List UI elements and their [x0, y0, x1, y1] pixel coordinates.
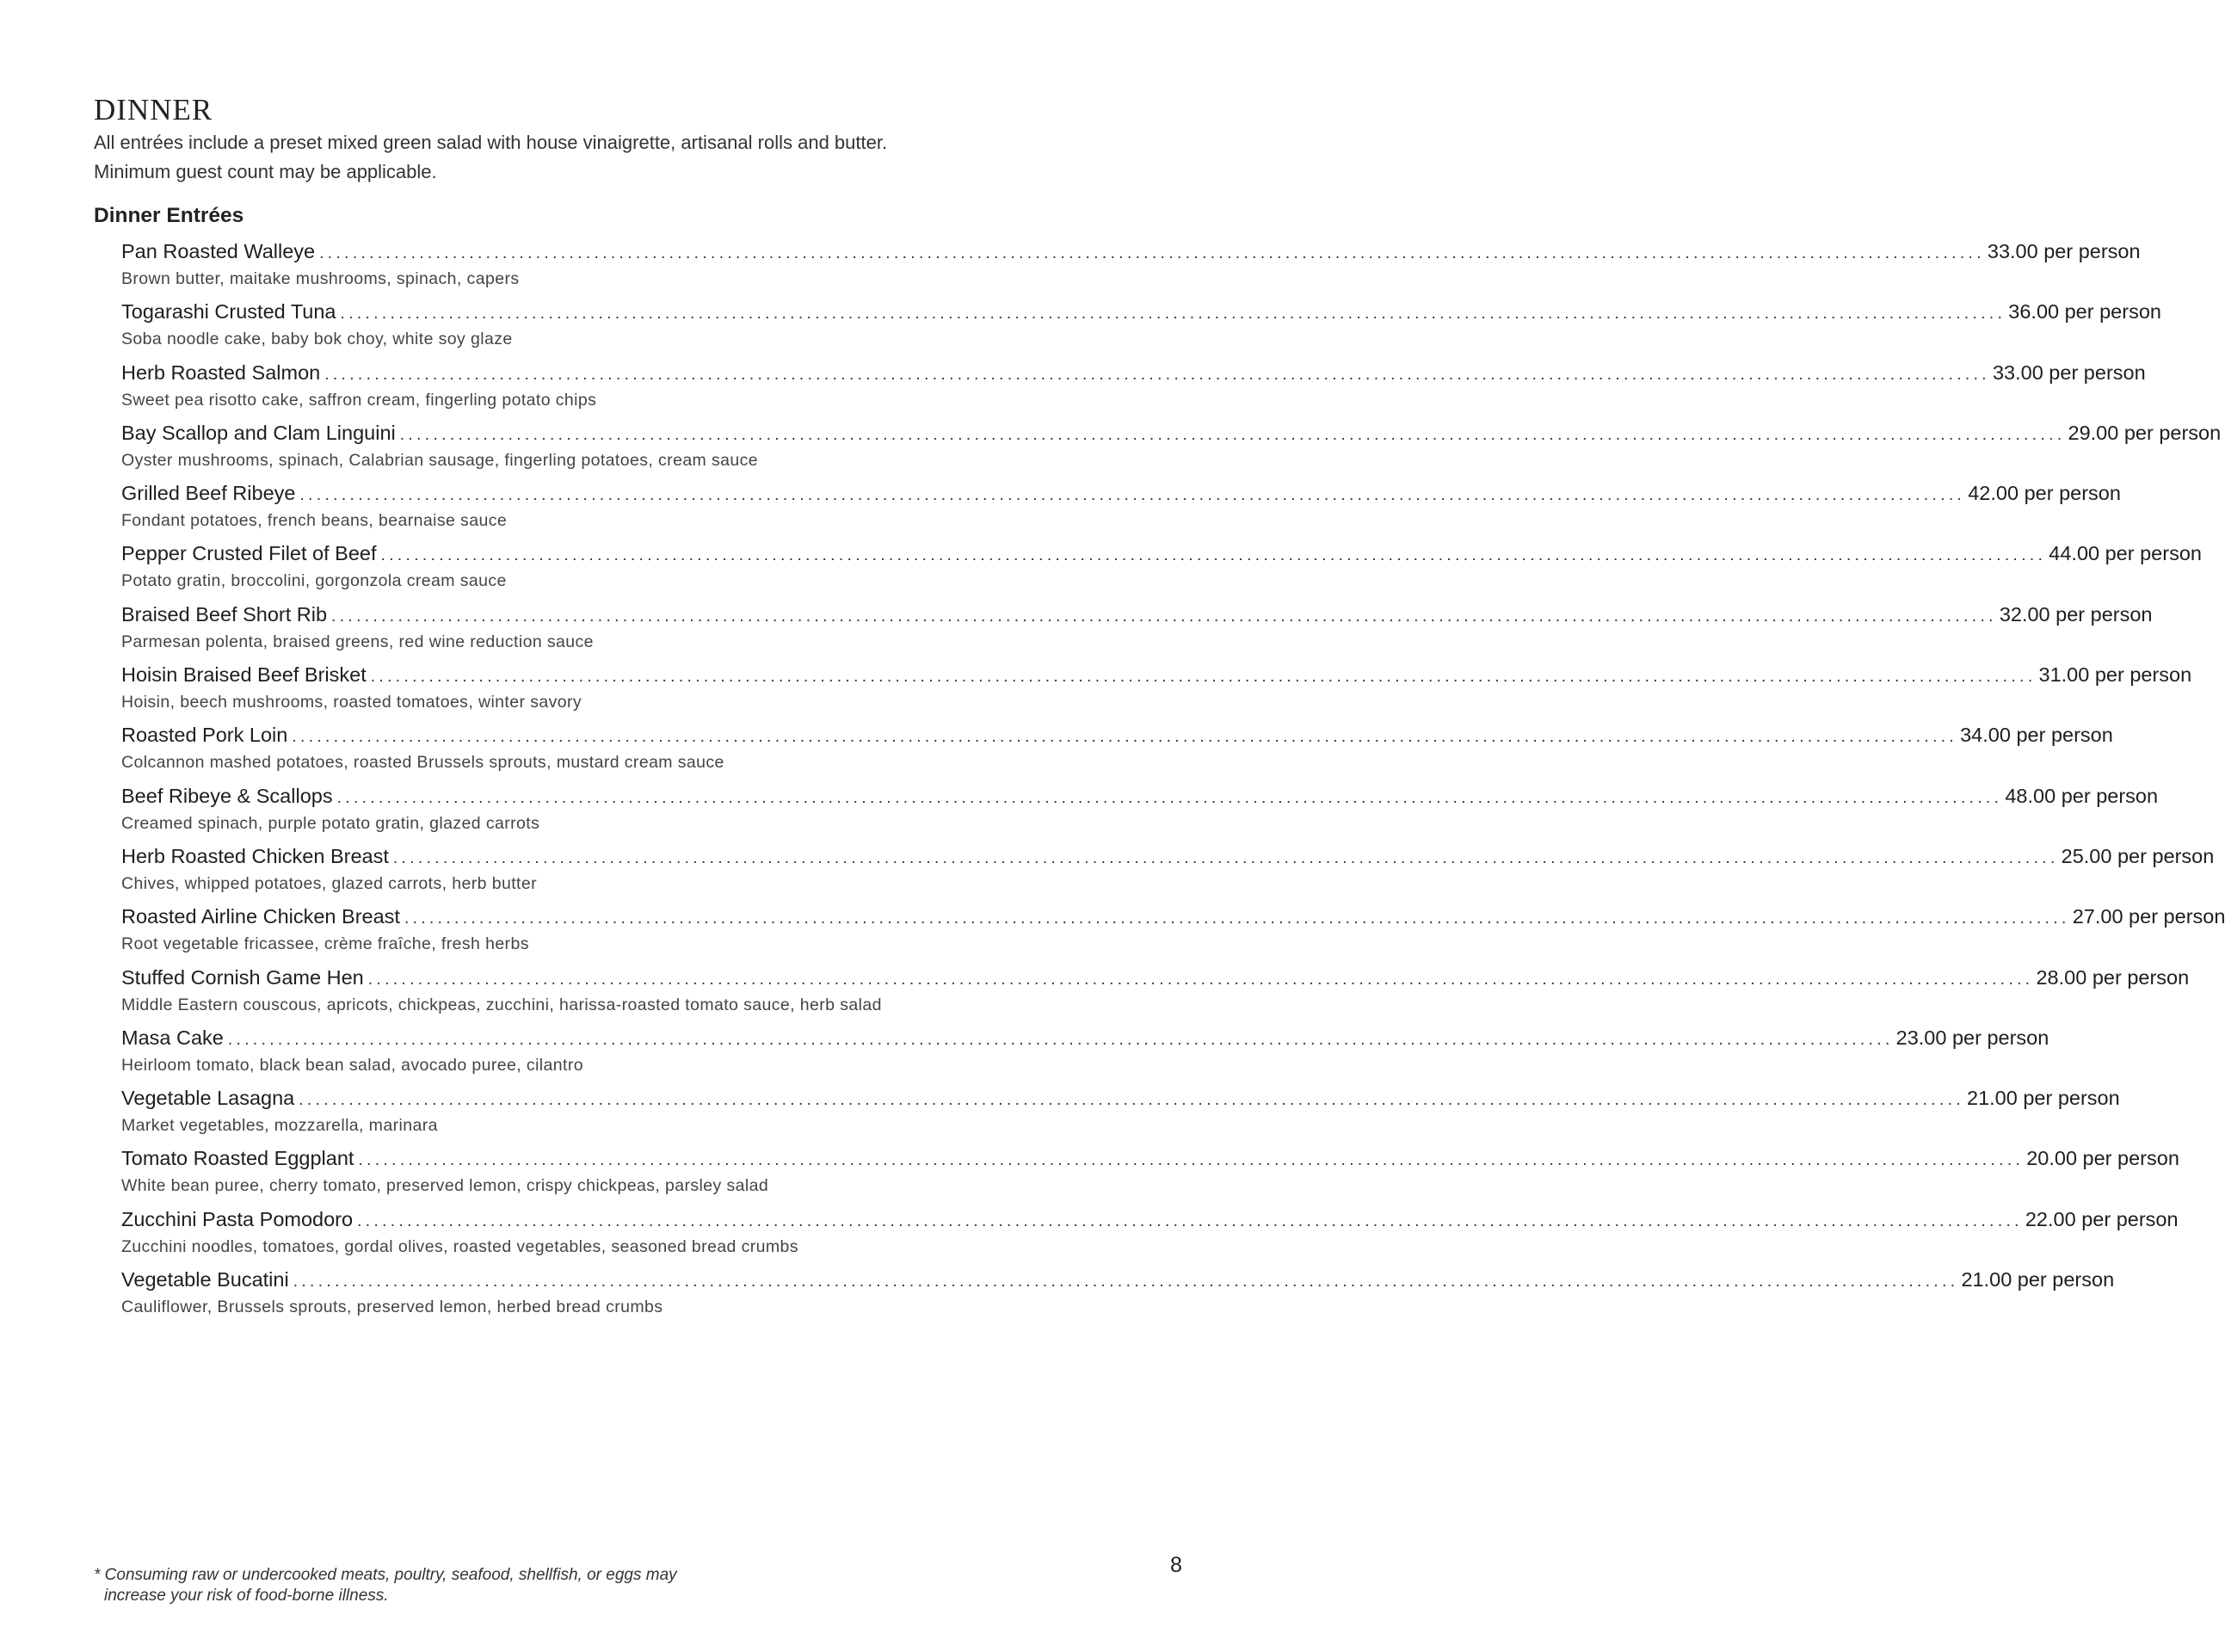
menu-item-name: Roasted Pork Loin	[121, 724, 288, 747]
menu-item-description: Cauliflower, Brussels sprouts, preserved lemon, herbed bread crumbs	[121, 1298, 663, 1317]
page-title: DINNER	[94, 93, 213, 126]
menu-item-price: 31.00 per person	[2038, 663, 2192, 687]
menu-item-name: Vegetable Bucatini	[121, 1268, 289, 1291]
menu-item-line	[121, 1083, 2120, 1113]
menu-item-name: Pepper Crusted Filet of Beef	[121, 542, 377, 565]
menu-item-name: Stuffed Cornish Game Hen	[121, 965, 364, 989]
menu-item-description: Potato gratin, broccolini, gorgonzola cream sauce	[121, 571, 507, 591]
menu-item-description: Chives, whipped potatoes, glazed carrots, herb butter	[121, 873, 537, 893]
dot-leader: ........................................................................................................................................................................................................	[340, 305, 2006, 324]
menu-item-price: 28.00 per person	[2036, 965, 2190, 989]
menu-item-line	[121, 781, 2159, 811]
menu-item-description: Fondant potatoes, french beans, bearnaise sauce	[121, 511, 508, 531]
intro-line-minimum: Minimum guest count may be applicable.	[94, 161, 437, 182]
dot-leader: ........................................................................................................................................................................................................	[292, 728, 1958, 747]
dot-leader: ........................................................................................................................................................................................................	[227, 1030, 1894, 1049]
menu-item-price: 48.00 per person	[2005, 784, 2159, 807]
menu-item	[121, 600, 2153, 660]
dot-leader: ........................................................................................................................................................................................................	[358, 1151, 2025, 1170]
dot-leader: ........................................................................................................................................................................................................	[380, 546, 2047, 565]
menu-item-name: Masa Cake	[121, 1026, 224, 1049]
menu-item-price: 25.00 per person	[2061, 844, 2215, 867]
menu-item-name: Bay Scallop and Clam Linguini	[121, 421, 396, 444]
menu-item-name: Pan Roasted Walleye	[121, 240, 316, 262]
menu-item	[121, 539, 2202, 599]
menu-item-description: Middle Eastern couscous, apricots, chickpeas, zucchini, harissa-roasted tomato sauce, herb salad	[121, 995, 882, 1014]
menu-item-line	[121, 720, 2113, 749]
menu-item	[121, 1265, 2115, 1325]
menu-item	[121, 720, 2113, 780]
menu-item-description: Colcannon mashed potatoes, roasted Brussels sprouts, mustard cream sauce	[121, 753, 724, 773]
menu-item	[121, 660, 2192, 720]
menu-item-description: Sweet pea risotto cake, saffron cream, fingerling potato chips	[121, 390, 597, 410]
menu-item-description: Hoisin, beech mushrooms, roasted tomatoes, winter savory	[121, 693, 582, 712]
menu-item-line	[121, 1205, 2179, 1234]
menu-item	[121, 902, 2225, 962]
menu-item-line	[121, 1265, 2115, 1294]
menu-item-description: Creamed spinach, purple potato gratin, glazed carrots	[121, 813, 540, 833]
menu-item-name: Togarashi Crusted Tuna	[121, 300, 336, 324]
dot-leader: ........................................................................................................................................................................................................	[370, 668, 2037, 687]
menu-item	[121, 358, 2146, 418]
menu-item	[121, 418, 2222, 478]
menu-item-description: Soba noodle cake, baby bok choy, white soy glaze	[121, 330, 513, 349]
menu-item-description: Zucchini noodles, tomatoes, gordal olives, roasted vegetables, seasoned bread crumbs	[121, 1236, 798, 1256]
menu-item-price: 44.00 per person	[2049, 542, 2202, 565]
menu-item-description: Market vegetables, mozzarella, marinara	[121, 1116, 438, 1136]
menu-item-line	[121, 841, 2215, 871]
menu-item-name: Herb Roasted Chicken Breast	[121, 844, 389, 867]
intro-text	[94, 128, 887, 187]
menu-item-name: Grilled Beef Ribeye	[121, 482, 296, 505]
dot-leader: ........................................................................................................................................................................................................	[299, 1091, 1965, 1110]
menu-item-line	[121, 358, 2146, 387]
menu-item	[121, 1083, 2120, 1143]
menu-item-description: Heirloom tomato, black bean salad, avocado puree, cilantro	[121, 1055, 583, 1075]
menu-item-description: Oyster mushrooms, spinach, Calabrian sausage, fingerling potatoes, cream sauce	[121, 450, 759, 470]
menu-item-price: 36.00 per person	[2008, 300, 2161, 324]
menu-item-price: 42.00 per person	[1968, 482, 2121, 505]
menu-item-price: 21.00 per person	[1961, 1268, 2115, 1291]
menu-item-price: 34.00 per person	[1960, 724, 2113, 747]
menu-item-name: Hoisin Braised Beef Brisket	[121, 663, 367, 687]
menu-item-name: Vegetable Lasagna	[121, 1087, 295, 1110]
menu-item-price: 21.00 per person	[1967, 1087, 2120, 1110]
menu-item-line	[121, 1023, 2049, 1052]
menu-item-line	[121, 539, 2202, 568]
dot-leader: ........................................................................................................................................................................................................	[331, 607, 1997, 626]
menu-item-description: Root vegetable fricassee, crème fraîche, fresh herbs	[121, 934, 529, 954]
intro-line-salad: All entrées include a preset mixed green salad with house vinaigrette, artisanal rolls and butter.	[94, 132, 888, 153]
menu-item-line	[121, 297, 2161, 326]
menu-item-line	[121, 478, 2121, 508]
dot-leader: ........................................................................................................................................................................................................	[324, 365, 1990, 384]
menu-list	[121, 237, 2225, 1325]
menu-item-line	[121, 600, 2153, 629]
menu-item-name: Braised Beef Short Rib	[121, 602, 328, 626]
menu-item	[121, 1143, 2179, 1204]
menu-item-line	[121, 902, 2225, 931]
page-number: 8	[1170, 1553, 1182, 1577]
dot-leader: ........................................................................................................................................................................................................	[299, 486, 1966, 505]
menu-item	[121, 237, 2141, 297]
menu-item	[121, 1023, 2049, 1083]
menu-item-price: 33.00 per person	[1987, 240, 2141, 262]
menu-item	[121, 963, 2190, 1023]
menu-item-line	[121, 418, 2222, 447]
section-title: Dinner Entrées	[94, 204, 244, 227]
menu-item	[121, 478, 2121, 539]
footnote-line-2: increase your risk of food-borne illness.	[104, 1587, 389, 1605]
dot-leader: ........................................................................................................................................................................................................	[336, 788, 2003, 807]
menu-item-name: Beef Ribeye & Scallops	[121, 784, 333, 807]
menu-item-name: Tomato Roasted Eggplant	[121, 1147, 354, 1170]
dot-leader: ........................................................................................................................................................................................................	[404, 909, 2070, 928]
menu-item-price: 22.00 per person	[2025, 1207, 2179, 1230]
dot-leader: ........................................................................................................................................................................................................	[367, 970, 2034, 989]
menu-item-name: Zucchini Pasta Pomodoro	[121, 1207, 354, 1230]
menu-item	[121, 781, 2159, 841]
menu-item-price: 33.00 per person	[1992, 361, 2146, 384]
dot-leader: ........................................................................................................................................................................................................	[293, 1273, 1959, 1291]
dot-leader: ........................................................................................................................................................................................................	[392, 848, 2059, 867]
menu-item-name: Roasted Airline Chicken Breast	[121, 905, 400, 928]
menu-item-name: Herb Roasted Salmon	[121, 361, 321, 384]
menu-item-price: 20.00 per person	[2026, 1147, 2179, 1170]
dot-leader: ........................................................................................................................................................................................................	[357, 1211, 2023, 1230]
menu-item	[121, 1205, 2179, 1265]
menu-item-description: Parmesan polenta, braised greens, red wine reduction sauce	[121, 632, 594, 651]
menu-item-line	[121, 237, 2141, 266]
menu-item	[121, 297, 2161, 357]
menu-item-price: 32.00 per person	[1999, 602, 2153, 626]
menu-item-line	[121, 660, 2192, 689]
footnote	[94, 1565, 677, 1606]
menu-item	[121, 841, 2215, 902]
dot-leader: ........................................................................................................................................................................................................	[319, 244, 1985, 262]
menu-item-line	[121, 963, 2190, 992]
menu-item-price: 29.00 per person	[2068, 421, 2222, 444]
menu-item-description: Brown butter, maitake mushrooms, spinach, capers	[121, 269, 520, 288]
menu-item-price: 23.00 per person	[1895, 1026, 2049, 1049]
dot-leader: ........................................................................................................................................................................................................	[399, 425, 2066, 444]
menu-item-line	[121, 1143, 2179, 1173]
menu-item-price: 27.00 per person	[2072, 905, 2225, 928]
footnote-line-1: * Consuming raw or undercooked meats, poultry, seafood, shellfish, or eggs may	[94, 1566, 677, 1584]
menu-item-description: White bean puree, cherry tomato, preserved lemon, crispy chickpeas, parsley salad	[121, 1176, 769, 1196]
